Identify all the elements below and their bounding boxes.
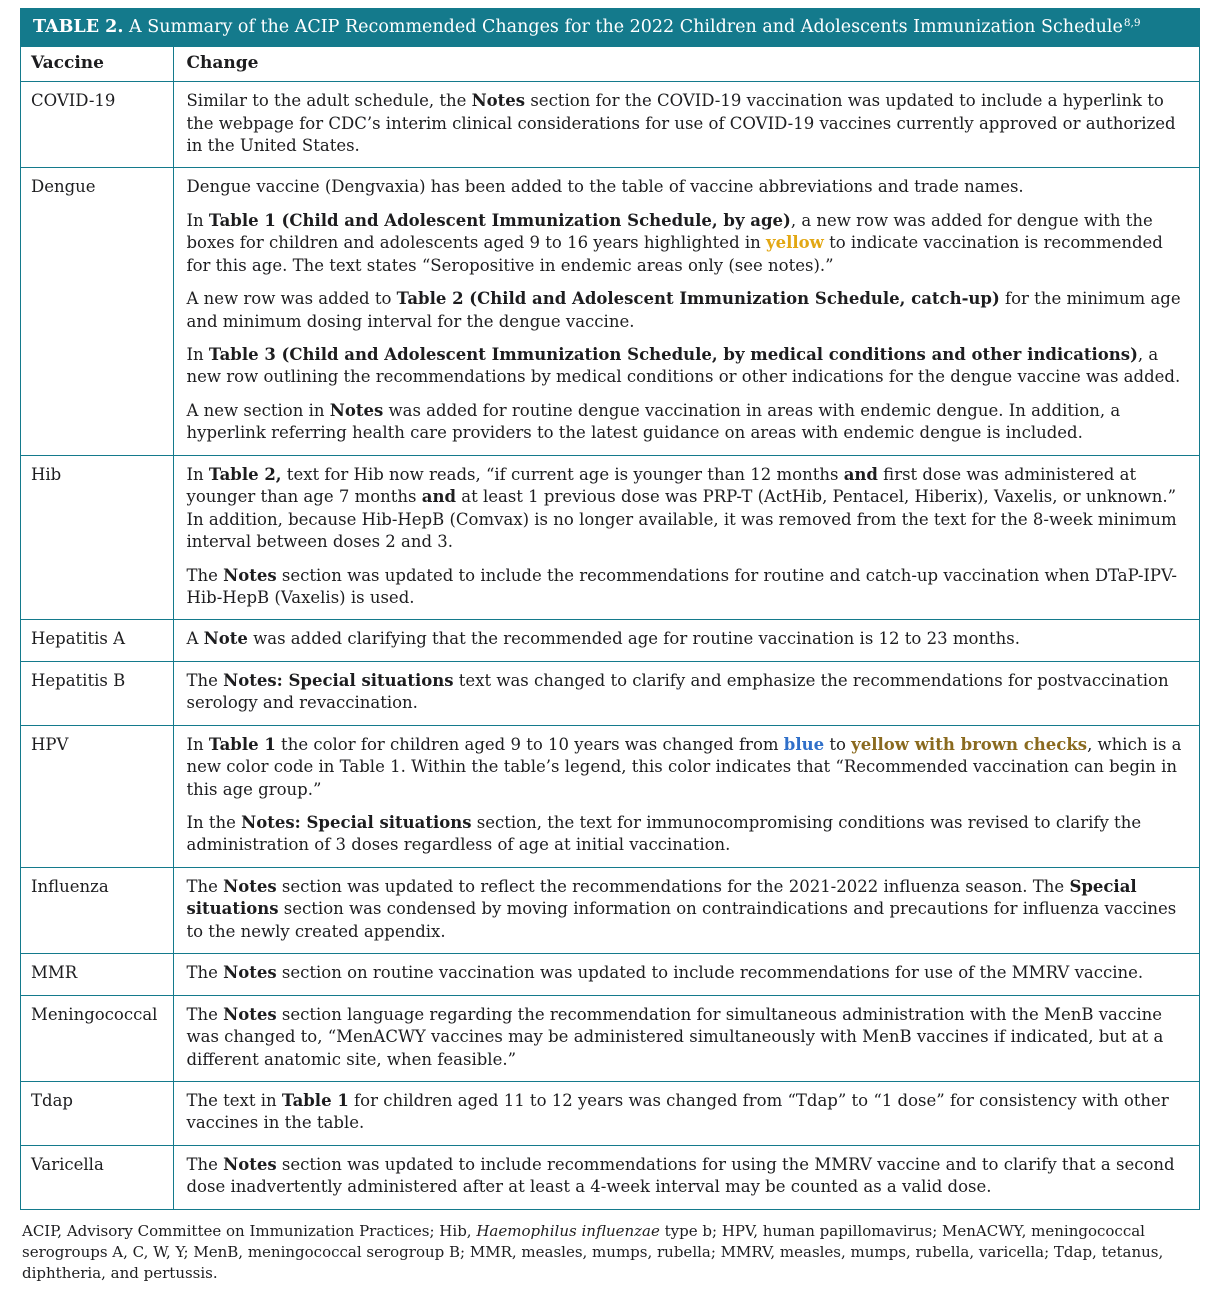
vaccine-name: Hepatitis B [21, 661, 173, 725]
text-segment: The [186, 565, 224, 585]
text-segment: Similar to the adult schedule, the [186, 91, 472, 111]
change-paragraph [187, 176, 1184, 198]
text-segment: section was updated to reflect the recommendations for the 2021-2022 influenza season. The [276, 876, 1070, 896]
text-segment: A [186, 629, 204, 649]
bold-text: Table 1 [281, 1090, 349, 1110]
vaccine-name: MMR [21, 954, 173, 995]
column-header-vaccine: Vaccine [21, 47, 173, 82]
bold-text: Table 3 (Child and Adolescent Immunization Schedule, by medical conditions and other indications) [208, 345, 1138, 365]
change-cell [173, 661, 1199, 725]
text-segment: section language regarding the recommendation for simultaneous administration with the MenB vaccine was changed to, “MenACWY vaccines may be administered simultaneously with MenB vaccines if indicated, but at a different anatomic site, when feasible.” [186, 1004, 1164, 1069]
bold-text: Notes [223, 565, 277, 585]
vaccine-name: Hepatitis A [21, 620, 173, 661]
vaccine-name: HPV [21, 725, 173, 867]
change-cell [173, 1081, 1199, 1145]
text-segment: section, the text for immunocompromising conditions was revised to clarify the administration of 3 doses regardless of age at initial vaccination. [186, 813, 1142, 855]
table-row [21, 455, 1199, 620]
change-paragraph [187, 734, 1184, 801]
text-segment: The [186, 1004, 224, 1024]
footnote-abbreviations [20, 1210, 1200, 1297]
acip-summary-table [20, 8, 1200, 1210]
table-row [21, 82, 1199, 168]
table-body [21, 82, 1199, 1209]
text-segment: to [824, 734, 852, 754]
change-paragraph [187, 670, 1184, 715]
text-segment: section was condensed by moving information on contraindications and precautions for influenza vaccines to the newly created appendix. [186, 899, 1177, 941]
vaccine-name: COVID-19 [21, 82, 173, 168]
change-cell [173, 455, 1199, 620]
change-paragraph [187, 962, 1184, 984]
column-header-change: Change [186, 53, 259, 73]
text-segment: , which is a new color code in Table 1. Within the table’s legend, this color indicates that “Recommended vaccination can begin in this age group.” [186, 734, 1182, 799]
text-segment: The [186, 963, 224, 983]
text-segment: type b; HPV, human papillomavirus; MenACWY, meningococcal serogroups A, C, W, Y; MenB, meningococcal serogroup B; MMR, measles, mumps, rubella; MMRV, measles, mumps, rubella, varicella; Tdap, tetanus, diphtheria, and pertussis. [22, 1221, 1164, 1283]
table-row [21, 1081, 1199, 1145]
table-header [21, 47, 1199, 82]
bold-text: Notes: Special situations [241, 813, 472, 833]
text-segment: , a new row outlining the recommendations by medical conditions or other indications for the dengue vaccine was added. [186, 345, 1181, 387]
change-cell [173, 620, 1199, 661]
table-row [21, 620, 1199, 661]
bold-text: Notes: Special situations [223, 670, 454, 690]
table-row [21, 661, 1199, 725]
text-segment: to indicate vaccination is recommended for this age. The text states “Seropositive in endemic areas only (see notes).” [186, 233, 1163, 275]
text-segment: was added for routine dengue vaccination in areas with endemic dengue. In addition, a hyperlink referring health care providers to the latest guidance on areas with endemic dengue is included. [186, 400, 1121, 443]
change-cell [173, 725, 1199, 867]
table-row [21, 954, 1199, 995]
vaccine-name: Hib [21, 455, 173, 620]
change-paragraph [187, 464, 1184, 554]
bold-text: Note [203, 629, 248, 649]
vaccine-name: Tdap [21, 1081, 173, 1145]
blue-color-keyword: blue [783, 734, 825, 754]
table-title-superscript: 8,9 [1123, 17, 1141, 29]
bold-text: Notes [329, 400, 384, 420]
change-paragraph [187, 210, 1184, 277]
text-segment: The [186, 1154, 224, 1174]
text-segment: In [186, 734, 209, 754]
text-segment: In the [186, 813, 242, 833]
text-segment: section for the COVID-19 vaccination was updated to include a hyperlink to the webpage for CDC’s interim clinical considerations for use of COVID-19 vaccines currently approved or authorized in the United States. [186, 91, 1176, 155]
text-segment: ACIP, Advisory Committee on Immunization Practices; Hib, [22, 1221, 477, 1240]
table-row [21, 867, 1199, 953]
bold-text: Table 1 [208, 734, 276, 754]
text-segment: In [186, 210, 209, 230]
change-paragraph [187, 876, 1184, 943]
text-segment: for children aged 11 to 12 years was changed from “Tdap” to “1 dose” for consistency with other vaccines in the table. [186, 1090, 1169, 1133]
table-row [21, 725, 1199, 867]
yellow-color-keyword: yellow [766, 233, 824, 253]
text-segment: Dengue vaccine (Dengvaxia) has been added to the table of vaccine abbreviations and trade names. [186, 177, 1024, 197]
italic-text: Haemophilus influenzae [476, 1221, 660, 1240]
change-paragraph [187, 628, 1184, 650]
text-segment: section on routine vaccination was updated to include recommendations for use of the MMRV vaccine. [276, 963, 1144, 983]
text-segment: the color for children aged 9 to 10 years was changed from [275, 734, 784, 754]
change-paragraph [187, 288, 1184, 333]
text-segment: In [186, 345, 209, 365]
bold-text: Notes [471, 91, 526, 111]
text-segment: at least 1 previous dose was PRP-T (ActHib, Pentacel, Hiberix), Vaxelis, or unknown.” In addition, because Hib-HepB (Comvax) is no longer available, it was removed from the text for the 8-week minimum interval between doses 2 and 3. [186, 487, 1177, 552]
change-cell [173, 867, 1199, 953]
text-segment: was added clarifying that the recommended age for routine vaccination is 12 to 23 months. [247, 629, 1021, 649]
table-number-label: TABLE 2. [33, 17, 124, 37]
bold-text: Table 2, [208, 464, 282, 484]
change-cell [173, 995, 1199, 1081]
text-segment: A new row was added to [186, 289, 397, 309]
bold-text: Table 1 (Child and Adolescent Immunization Schedule, by age) [208, 210, 791, 230]
bold-text: and [843, 464, 878, 484]
vaccine-name: Influenza [21, 867, 173, 953]
text-segment: section was updated to include the recommendations for routine and catch-up vaccination when DTaP-IPV-Hib-HepB (Vaxelis) is used. [186, 565, 1178, 607]
change-cell [173, 168, 1199, 455]
change-cell [173, 82, 1199, 168]
table-row [21, 168, 1199, 455]
change-paragraph [187, 400, 1184, 445]
text-segment: The [186, 876, 224, 896]
change-paragraph [187, 1090, 1184, 1135]
table-row [21, 995, 1199, 1081]
change-paragraph [187, 812, 1184, 857]
text-segment: A new section in [186, 400, 330, 420]
table-title-bar [21, 9, 1199, 47]
text-segment: , a new row was added for dengue with the boxes for children and adolescents aged 9 to 16 years highlighted in [186, 210, 1153, 253]
brown-color-keyword: yellow with brown checks [851, 734, 1088, 754]
text-segment: In [186, 464, 209, 484]
bold-text: Table 2 (Child and Adolescent Immunization Schedule, catch-up) [396, 289, 1000, 309]
bold-text: and [421, 487, 456, 507]
text-segment: section was updated to include recommendations for using the MMRV vaccine and to clarify that a second dose inadvertently administered after at least a 4-week interval may be counted as a valid dose. [186, 1154, 1175, 1197]
table-title-text: A Summary of the ACIP Recommended Changes for the 2022 Children and Adolescents Immunization Schedule [123, 17, 1123, 37]
change-cell [173, 1145, 1199, 1208]
text-segment: text was changed to clarify and emphasize the recommendations for postvaccination serology and revaccination. [186, 670, 1169, 713]
change-paragraph [187, 1004, 1184, 1071]
text-segment: The [186, 670, 224, 690]
change-cell [173, 954, 1199, 995]
bold-text: Notes [223, 1004, 277, 1024]
header-row [21, 47, 1199, 82]
change-paragraph [187, 344, 1184, 389]
text-segment: text for Hib now reads, “if current age is younger than 12 months [281, 464, 844, 484]
change-paragraph [187, 1154, 1184, 1199]
change-paragraph [187, 90, 1184, 157]
bold-text: Notes [223, 963, 277, 983]
bold-text: Notes [223, 1154, 277, 1174]
text-segment: for the minimum age and minimum dosing interval for the dengue vaccine. [186, 289, 1181, 331]
text-segment: first dose was administered at younger than age 7 months [186, 464, 1137, 507]
vaccine-name: Meningococcal [21, 995, 173, 1081]
bold-text: Notes [223, 876, 277, 896]
change-paragraph [187, 565, 1184, 610]
vaccine-name: Varicella [21, 1145, 173, 1208]
summary-table [21, 47, 1199, 1209]
vaccine-name: Dengue [21, 168, 173, 455]
text-segment: The text in [186, 1090, 282, 1110]
table-row [21, 1145, 1199, 1208]
bold-text: Special situations [186, 876, 1137, 919]
